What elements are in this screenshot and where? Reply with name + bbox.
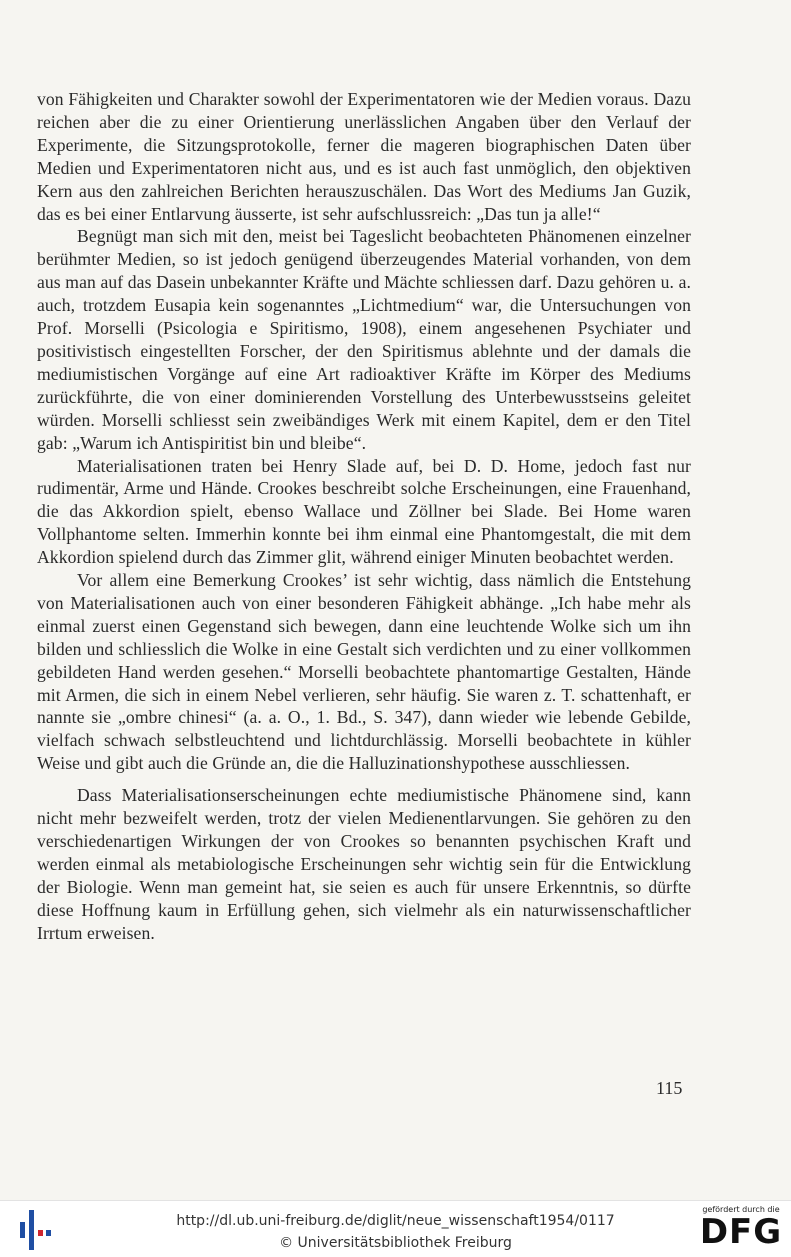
source-url-link[interactable]: http://dl.ub.uni-freiburg.de/diglit/neue_wissenschaft1954/0117: [176, 1213, 615, 1229]
dfg-tagline: gefördert durch die: [702, 1205, 780, 1214]
paragraph-2: Begnügt man sich mit den, meist bei Tageslicht beobachteten Phänomenen einzelner berühmter Medien, so ist jedoch genügend überzeugendes Material vorhanden, von dem aus man auf das Dasein unbekannter Kräfte und Mächte schliessen darf. Dazu gehören u. a. auch, trotzdem Eusapia kein sogenanntes „Lichtmedium“ war, die Untersuchungen von Prof. Morselli (Psicologia e Spiritismo, 1908), einem angesehenen Psychiater und positivistisch eingestellten Forscher, der den Spiritismus ablehnte und der damals die mediumistischen Vorgänge auf eine Art radioaktiver Kräfte im Körper des Mediums zurückführte, die von einer dominierenden Vorstellung des Unterbewusstseins geleitet würden. Morselli schliesst sein zweibändiges Werk mit einem Kapitel, dem er den Titel gab: „Warum ich Antispiritist bin und bleibe“.: [37, 226, 691, 453]
copyright-text: © Universitätsbibliothek Freiburg: [279, 1235, 512, 1251]
dfg-logo-text: DFG: [699, 1212, 783, 1252]
paragraph-3: Materialisationen traten bei Henry Slade auf, bei D. D. Home, jedoch fast nur rudimentär, Arme und Hände. Crookes beschreibt solche Erscheinungen, eine Frauenhand, die das Akkordion spielt, ebenso Wallace und Zöllner bei Slade. Bei Home waren Vollphantome selten. Immerhin konnte bei ihm einmal eine Phantomgestalt, die mit dem Akkordion spielend durch das Zimmer glit, während einiger Minuten beobachtet werden.: [37, 455, 691, 568]
footer-bar: [0, 1200, 791, 1257]
paragraph-5: Dass Materialisationserscheinungen echte mediumistische Phänomene sind, kann nicht mehr bezweifelt werden, trotz der vielen Medienentlarvungen. Sie gehören zu den verschiedenartigen Wirkungen der von Crookes so benannten psychischen Kraft und werden einmal als metabiologische Erscheinungen sehr wichtig sein für die Entwicklung der Biologie. Wenn man gemeint hat, sie seien es auch für unsere Erkenntnis, so dürfte diese Hoffnung kaum in Erfüllung gehen, sich vielmehr als ein naturwissenschaftlicher Irrtum erweisen.: [37, 785, 691, 943]
page-number: 115: [656, 1078, 683, 1098]
body-text: [37, 88, 691, 945]
paragraph-4: Vor allem eine Bemerkung Crookes’ ist sehr wichtig, dass nämlich die Entstehung von Materialisationen auch von einer besonderen Fähigkeit abhänge. „Ich habe mehr als einmal zuerst einen Gegenstand sich bewegen, dann eine leuchtende Wolke sich um ihn bilden und schliesslich die Wolke in eine Gestalt sich verdichten und zu einer vollkommen gebildeten Hand werden gesehen.“ Morselli beobachtete phantomartige Gestalten, Hände mit Armen, die sich in einem Nebel verlieren, sehr häufig. Sie waren z. T. schattenhaft, er nannte sie „ombre chinesi“ (a. a. O., 1. Bd., S. 347), dann wieder wie lebende Gebilde, vielfach schwach selbstleuchtend und lichtdurchlässig. Morselli beobachtete in kühler Weise und gibt auch die Gründe an, die die Halluzinationshypothese ausschliessen.: [37, 570, 691, 774]
dfg-logo: [696, 1205, 786, 1255]
paragraph-1: von Fähigkeiten und Charakter sowohl der Experimentatoren wie der Medien voraus. Dazu reichen aber die zu einer Orientierung unerlässlichen Angaben über den Verlauf der Experimente, die Sitzungsprotokolle, ferner die mageren biographischen Daten über Medien und Experimentatoren nicht aus, und es ist auch fast unmöglich, den objektiven Kern aus den zahlreichen Berichten herauszuschälen. Das Wort des Mediums Jan Guzik, das es bei einer Entlarvung äusserte, ist sehr aufschlussreich: „Das tun ja alle!“: [37, 89, 691, 224]
